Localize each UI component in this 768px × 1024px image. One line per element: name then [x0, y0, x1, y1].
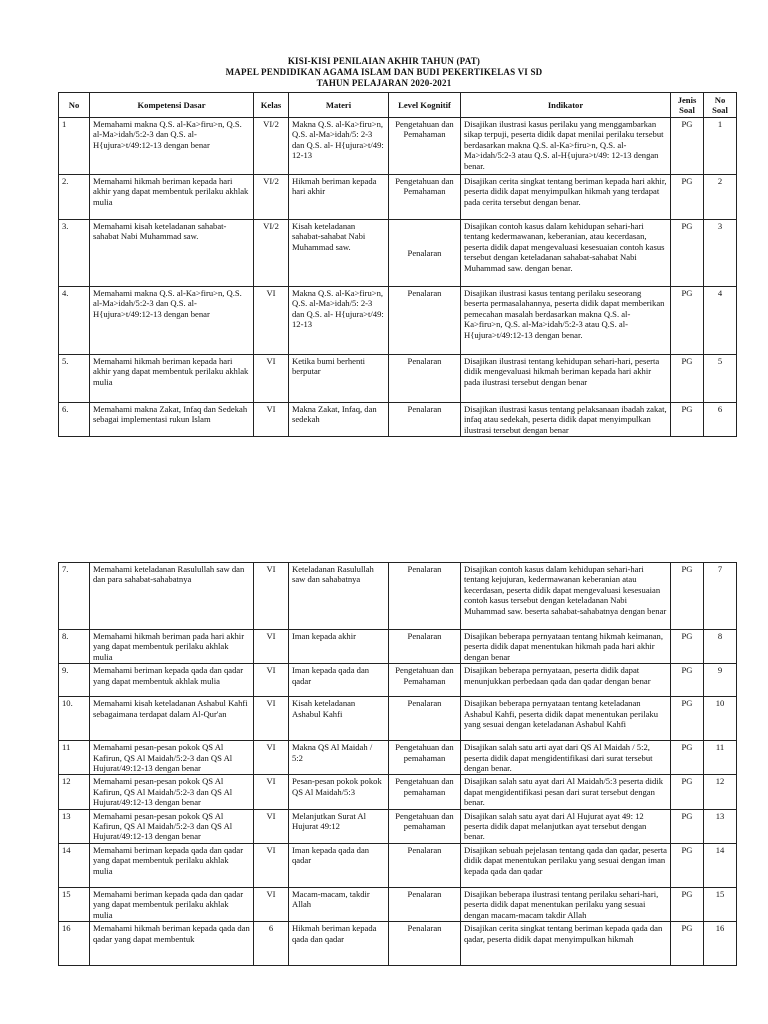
kompetensi-dasar-cell: Memahami hikmah beriman kepada hari akhir yang dapat membentuk perilaku akhlak mulia [90, 355, 254, 403]
kelas-cell: VI/2 [254, 220, 289, 287]
jenis-soal-cell: PG [671, 741, 704, 775]
row-number: 5. [59, 355, 90, 403]
header-materi: Materi [289, 93, 389, 118]
row-number: 14 [59, 843, 90, 887]
materi-cell: Iman kepada qada dan qadar [289, 843, 389, 887]
kelas-cell: VI [254, 563, 289, 630]
kelas-cell: VI/2 [254, 118, 289, 175]
kompetensi-dasar-cell: Memahami makna Q.S. al-Ka>firu>n, Q.S. al-Ma>idah/5:2-3 dan Q.S. al-H{ujura>t/49:12-13 dengan benar [90, 118, 254, 175]
document-title: KISI-KISI PENILAIAN AKHIR TAHUN (PAT) [287, 56, 481, 66]
table-row [59, 403, 737, 437]
materi-cell: Makna Q.S. al-Ka>firu>n, Q.S. al-Ma>idah/5: 2-3 dan Q.S. al- H{ujura>t/49: 12-13 [289, 118, 389, 175]
kompetensi-dasar-cell: Memahami makna Q.S. al-Ka>firu>n, Q.S. al-Ma>idah/5:2-3 dan Q.S. al-H{ujura>t/49:12-13 dengan benar [90, 287, 254, 355]
kelas-cell: 6 [254, 922, 289, 966]
indikator-cell: Disajikan beberapa pernyataan tentang keteladanan Ashabul Kahfi, peserta didik dapat menentukan perilaku yang sesuai dengan keteladanan Ashabul Kahfi [461, 697, 671, 741]
materi-cell: Iman kepada akhir [289, 630, 389, 664]
materi-cell: Hikmah beriman kepada qada dan qadar [289, 922, 389, 966]
no-soal-cell: 10 [704, 697, 737, 741]
kompetensi-dasar-cell: Memahami beriman kepada qada dan qadar yang dapat membentuk perilaku akhlak mulia [90, 843, 254, 887]
table-row [59, 887, 737, 921]
row-number: 10. [59, 697, 90, 741]
header-no: No [59, 93, 90, 118]
kompetensi-dasar-cell: Memahami kisah keteladanan sahabat-sahabat Nabi Muhammad saw. [90, 220, 254, 287]
level-kognitif-cell: Penalaran [389, 843, 461, 887]
kompetensi-dasar-cell: Memahami pesan-pesan pokok QS Al Kafirun, QS Al Maidah/5:2-3 dan QS Al Hujurat/49:12-13 dengan benar [90, 775, 254, 809]
materi-cell: Macam-macam, takdir Allah [289, 887, 389, 921]
level-kognitif-cell: Pengetahuan dan Pemahaman [389, 118, 461, 175]
table-row [59, 287, 737, 355]
materi-cell: Hikmah beriman kepada hari akhir [289, 175, 389, 220]
jenis-soal-cell: PG [671, 118, 704, 175]
level-kognitif-cell: Penalaran [389, 697, 461, 741]
no-soal-cell: 8 [704, 630, 737, 664]
jenis-soal-cell: PG [671, 220, 704, 287]
materi-cell: Makna Zakat, Infaq, dan sedekah [289, 403, 389, 437]
kompetensi-dasar-cell: Memahami hikmah beriman kepada hari akhir yang dapat membentuk perilaku akhlak mulia [90, 175, 254, 220]
table-row [59, 741, 737, 775]
kelas-cell: VI [254, 697, 289, 741]
indikator-cell: Disajikan sebuah pejelasan tentang qada dan qadar, peserta didik dapat menentukan perilaku yang sesuai dengan iman kepada qada dan qadar [461, 843, 671, 887]
no-soal-cell: 4 [704, 287, 737, 355]
jenis-soal-cell: PG [671, 355, 704, 403]
jenis-soal-cell: PG [671, 175, 704, 220]
jenis-soal-cell: PG [671, 697, 704, 741]
jenis-soal-cell: PG [671, 843, 704, 887]
table-row [59, 664, 737, 697]
no-soal-cell: 5 [704, 355, 737, 403]
table-row [59, 118, 737, 175]
materi-cell: Iman kepada qada dan qadar [289, 664, 389, 697]
kelas-cell: VI [254, 809, 289, 843]
kelas-cell: VI [254, 287, 289, 355]
row-number: 15 [59, 887, 90, 921]
kompetensi-dasar-cell: Memahami hikmah beriman kepada qada dan qadar yang dapat membentuk [90, 922, 254, 966]
indikator-cell: Disajikan salah satu ayat dari Al Maidah/5:3 peserta didik dapat mengidentifikasi pesan dari surat tersebut dengan benar. [461, 775, 671, 809]
level-kognitif-cell: Pengetahuan dan Pemahaman [389, 664, 461, 697]
materi-cell: Melanjutkan Surat Al Hujurat 49:12 [289, 809, 389, 843]
level-kognitif-cell: Penalaran [389, 220, 461, 287]
row-number: 7. [59, 563, 90, 630]
indikator-cell: Disajikan salah satu ayat dari Al Hujurat ayat 49: 12 peserta didik dapat melanjutkan ayat tersebut dengan benar. [461, 809, 671, 843]
no-soal-cell: 14 [704, 843, 737, 887]
level-kognitif-cell: Penalaran [389, 630, 461, 664]
indikator-cell: Disajikan cerita singkat tentang beriman kepada qada dan qadar, peserta didik dapat menyimpulkan hikmah [461, 922, 671, 966]
row-number: 8. [59, 630, 90, 664]
kelas-cell: VI [254, 741, 289, 775]
jenis-soal-cell: PG [671, 403, 704, 437]
indikator-cell: Disajikan ilustrasi kasus tentang pelaksanaan ibadah zakat, infaq atau sedekah, peserta didik dapat menyimpulkan ilustrasi tersebut dengan benar [461, 403, 671, 437]
row-number: 12 [59, 775, 90, 809]
level-kognitif-cell: Penalaran [389, 355, 461, 403]
table-row [59, 220, 737, 287]
level-kognitif-cell: Penalaran [389, 287, 461, 355]
level-kognitif-cell: Penalaran [389, 563, 461, 630]
indikator-cell: Disajikan cerita singkat tentang beriman kepada hari akhir, peserta didik dapat menyimpulkan hikmah yang terdapat pada cerita tersebut dengan benar. [461, 175, 671, 220]
no-soal-cell: 1 [704, 118, 737, 175]
materi-cell: Makna Q.S. al-Ka>firu>n, Q.S. al-Ma>idah/5: 2-3 dan Q.S. al- H{ujura>t/49: 12-13 [289, 287, 389, 355]
level-kognitif-cell: Pengetahuan dan pemahaman [389, 741, 461, 775]
table-row [59, 775, 737, 809]
indikator-cell: Disajikan ilustrasi tentang kehidupan sehari-hari, peserta didik mengevaluasi hikmah beriman kepada hari akhir pada ilustrasi tersebut dengan benar [461, 355, 671, 403]
no-soal-cell: 16 [704, 922, 737, 966]
materi-cell: Kisah keteladanan Ashabul Kahfi [289, 697, 389, 741]
table-row [59, 563, 737, 630]
row-number: 2. [59, 175, 90, 220]
kompetensi-dasar-cell: Memahami keteladanan Rasulullah saw dan dan para sahabat-sahabatnya [90, 563, 254, 630]
document-subtitle: MAPEL PENDIDIKAN AGAMA ISLAM DAN BUDI PEKERTIKELAS VI SD [225, 67, 543, 77]
materi-cell: Ketika bumi berhenti berputar [289, 355, 389, 403]
materi-cell: Keteladanan Rasulullah saw dan sahabatnya [289, 563, 389, 630]
no-soal-cell: 2 [704, 175, 737, 220]
jenis-soal-cell: PG [671, 775, 704, 809]
indikator-cell: Disajikan beberapa ilustrasi tentang perilaku sehari-hari, peserta didik dapat menentukan perilaku yang sesuai dengan macam-macam takdir Allah [461, 887, 671, 921]
kisi-table-page2 [58, 562, 737, 966]
no-soal-cell: 9 [704, 664, 737, 697]
level-kognitif-cell: Penalaran [389, 922, 461, 966]
kelas-cell: VI/2 [254, 175, 289, 220]
header-kelas: Kelas [254, 93, 289, 118]
no-soal-cell: 6 [704, 403, 737, 437]
jenis-soal-cell: PG [671, 922, 704, 966]
row-number: 3. [59, 220, 90, 287]
jenis-soal-cell: PG [671, 563, 704, 630]
row-number: 4. [59, 287, 90, 355]
table-header-row [59, 93, 737, 118]
level-kognitif-cell: Pengetahuan dan Pemahaman [389, 175, 461, 220]
kelas-cell: VI [254, 355, 289, 403]
jenis-soal-cell: PG [671, 287, 704, 355]
kelas-cell: VI [254, 630, 289, 664]
jenis-soal-cell: PG [671, 630, 704, 664]
level-kognitif-cell: Pengetahuan dan pemahaman [389, 775, 461, 809]
table-row [59, 843, 737, 887]
indikator-cell: Disajikan beberapa pernyataan, peserta didik dapat menunjukkan perbedaan qada dan qadar dengan benar [461, 664, 671, 697]
kompetensi-dasar-cell: Memahami hikmah beriman pada hari akhir yang dapat membentuk perilaku akhlak mulia [90, 630, 254, 664]
kompetensi-dasar-cell: Memahami beriman kepada qada dan qadar yang dapat membentuk perilaku akhlak mulia [90, 887, 254, 921]
level-kognitif-cell: Pengetahuan dan pemahaman [389, 809, 461, 843]
kelas-cell: VI [254, 775, 289, 809]
table-row [59, 355, 737, 403]
jenis-soal-cell: PG [671, 887, 704, 921]
no-soal-cell: 11 [704, 741, 737, 775]
indikator-cell: Disajikan contoh kasus dalam kehidupan sehari-hari tentang kejujuran, kedermawanan keberanian atau kecerdasan, peserta didik dapat mengevaluasi kesesuaian contoh kasus tersebut dengan keteladanan Nabi Muhammad saw. beserta sahabat-sahabatnya dengan benar [461, 563, 671, 630]
kompetensi-dasar-cell: Memahami kisah keteladanan Ashabul Kahfi sebagaimana terdapat dalam Al-Qur'an [90, 697, 254, 741]
table-row [59, 630, 737, 664]
kelas-cell: VI [254, 664, 289, 697]
level-kognitif-cell: Penalaran [389, 887, 461, 921]
kompetensi-dasar-cell: Memahami makna Zakat, Infaq dan Sedekah sebagai implementasi rukun Islam [90, 403, 254, 437]
row-number: 9. [59, 664, 90, 697]
kisi-table-page1 [58, 92, 737, 437]
indikator-cell: Disajikan ilustrasi kasus perilaku yang menggambarkan sikap terpuji, peserta didik dapat menilai perilaku tersebut berdasarkan makna Q.S. al-Ka>firu>n, Q.S. al-Ma>idah/5:2-3 atau Q.S. al-H{ujura>t/49: 12-13 dengan benar. [461, 118, 671, 175]
no-soal-cell: 12 [704, 775, 737, 809]
row-number: 6. [59, 403, 90, 437]
row-number: 1 [59, 118, 90, 175]
indikator-cell: Disajikan salah satu arti ayat dari QS Al Maidah / 5:2, peserta didik dapat mengidentifikasi dari surat tersebut dengan benar. [461, 741, 671, 775]
header-level: Level Kognitif [389, 93, 461, 118]
kelas-cell: VI [254, 887, 289, 921]
kelas-cell: VI [254, 843, 289, 887]
jenis-soal-cell: PG [671, 664, 704, 697]
row-number: 11 [59, 741, 90, 775]
document-year: TAHUN PELAJARAN 2020-2021 [316, 78, 452, 88]
table-row [59, 697, 737, 741]
materi-cell: Pesan-pesan pokok pokok QS Al Maidah/5:3 [289, 775, 389, 809]
header-jenis: Jenis Soal [671, 93, 704, 118]
table-row [59, 922, 737, 966]
header-nosoal: No Soal [704, 93, 737, 118]
materi-cell: Makna QS Al Maidah / 5:2 [289, 741, 389, 775]
table-row [59, 809, 737, 843]
indikator-cell: Disajikan ilustrasi kasus tentang perilaku seseorang beserta permasalahannya, peserta didik dapat memberikan pemecahan masalah berdasarkan makna Q.S. al-Ka>firu>n, Q.S. al-Ma>idah/5:2-3 atau Q.S. al-H{ujura>t/49:12-13 dengan benar. [461, 287, 671, 355]
header-indikator: Indikator [461, 93, 671, 118]
indikator-cell: Disajikan contoh kasus dalam kehidupan sehari-hari tentang kedermawanan, keberanian, atau kecerdasan, peserta didik dapat mengevaluasi kesesuaian contoh kasus tersebut dengan keteladanan sahabat-sahabat Nabi Muhammad saw. dengan benar. [461, 220, 671, 287]
row-number: 13 [59, 809, 90, 843]
kompetensi-dasar-cell: Memahami pesan-pesan pokok QS Al Kafirun, QS Al Maidah/5:2-3 dan QS Al Hujurat/49:12-13 dengan benar [90, 809, 254, 843]
kelas-cell: VI [254, 403, 289, 437]
jenis-soal-cell: PG [671, 809, 704, 843]
no-soal-cell: 13 [704, 809, 737, 843]
kompetensi-dasar-cell: Memahami beriman kepada qada dan qadar yang dapat membentuk akhlak mulia [90, 664, 254, 697]
kompetensi-dasar-cell: Memahami pesan-pesan pokok QS Al Kafirun, QS Al Maidah/5:2-3 dan QS Al Hujurat/49:12-13 dengan benar [90, 741, 254, 775]
header-kompetensi: Kompetensi Dasar [90, 93, 254, 118]
row-number: 16 [59, 922, 90, 966]
table-row [59, 175, 737, 220]
level-kognitif-cell: Penalaran [389, 403, 461, 437]
materi-cell: Kisah keteladanan sahabat-sahabat Nabi Muhammad saw. [289, 220, 389, 287]
no-soal-cell: 7 [704, 563, 737, 630]
no-soal-cell: 3 [704, 220, 737, 287]
no-soal-cell: 15 [704, 887, 737, 921]
indikator-cell: Disajikan beberapa pernyataan tentang hikmah keimanan, peserta didik dapat menentukan hikmah pada hari akhir dengan benar [461, 630, 671, 664]
